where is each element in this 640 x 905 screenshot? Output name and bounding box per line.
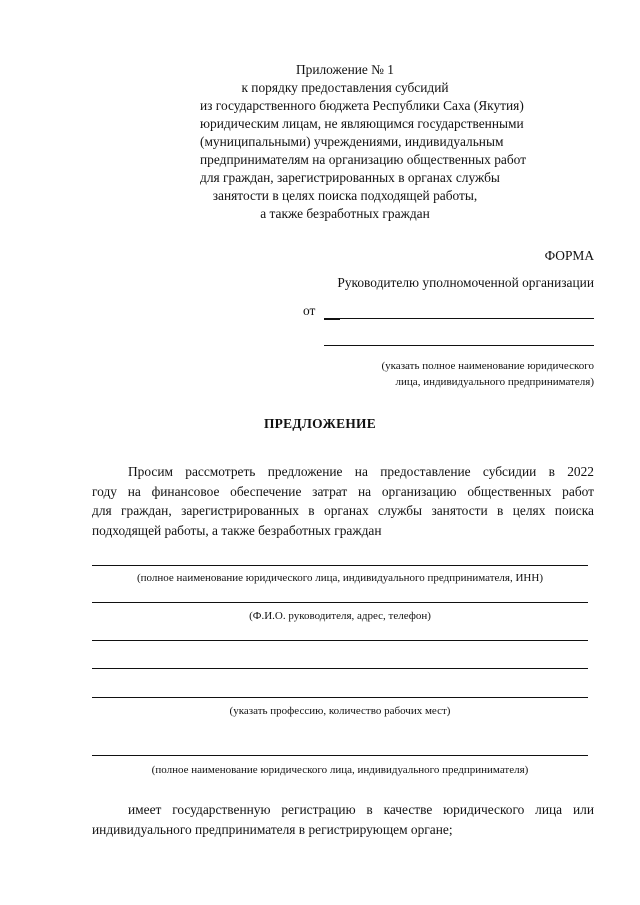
profession-jobs-caption: (указать профессию, количество рабочих мест) xyxy=(229,705,451,717)
from-underline-second xyxy=(324,345,594,346)
profession-jobs-line xyxy=(92,697,588,698)
appendix-line: к порядку предоставления субсидий xyxy=(241,80,449,95)
from-underline xyxy=(324,318,594,319)
body-line: Просим рассмотреть предложение на предоставление субсидии в 2022 xyxy=(128,464,594,479)
appendix-header xyxy=(200,61,527,223)
body-line: подходящей работы, а также безработных граждан xyxy=(92,522,382,538)
body-paragraph xyxy=(92,462,594,540)
from-field xyxy=(303,303,594,323)
addressee-hint-line: лица, индивидуального предпринимателя) xyxy=(395,376,594,388)
appendix-line: юридическим лицам, не являющимся государственными xyxy=(200,116,524,131)
form-label: ФОРМА xyxy=(544,248,594,263)
appendix-line: Приложение № 1 xyxy=(295,62,395,77)
blank-line-1 xyxy=(92,640,588,641)
appendix-line: для граждан, зарегистрированных в органах службы xyxy=(200,170,500,185)
org-name-inn-caption: (полное наименование юридического лица, индивидуального предпринимателя, ИНН) xyxy=(137,572,543,584)
registration-paragraph xyxy=(92,800,594,839)
org-name-caption: (полное наименование юридического лица, индивидуального предпринимателя) xyxy=(151,764,529,776)
org-name-inn-line xyxy=(92,565,588,566)
appendix-line: занятости в целях поиска подходящей работы, xyxy=(212,188,478,203)
appendix-line: из государственного бюджета Республики Саха (Якутия) xyxy=(200,98,524,113)
document-title: ПРЕДЛОЖЕНИЕ xyxy=(263,416,377,431)
from-label: от xyxy=(303,303,316,318)
head-contact-line xyxy=(92,602,588,603)
org-name-line xyxy=(92,755,588,756)
body-line: году на финансовое обеспечение затрат на организацию общественных работ xyxy=(92,483,594,499)
tail-line: индивидуального предпринимателя в регистрирующем органе; xyxy=(92,821,453,837)
addressee-hint xyxy=(330,358,594,390)
blank-line-2 xyxy=(92,668,588,669)
from-underline-short xyxy=(324,319,340,320)
head-contact-caption: (Ф.И.О. руководителя, адрес, телефон) xyxy=(249,610,431,622)
appendix-line: а также безработных граждан xyxy=(260,206,430,221)
body-line: для граждан, зарегистрированных в органах службы занятости в целях поиска xyxy=(92,503,594,518)
addressee-to: Руководителю уполномоченной организации xyxy=(337,275,594,290)
tail-line: имеет государственную регистрацию в качестве юридического лица или xyxy=(128,802,594,817)
appendix-line: (муниципальными) учреждениями, индивидуальным xyxy=(200,134,504,149)
addressee-hint-line: (указать полное наименование юридического xyxy=(381,360,594,372)
appendix-line: предпринимателям на организацию общественных работ xyxy=(200,152,527,167)
